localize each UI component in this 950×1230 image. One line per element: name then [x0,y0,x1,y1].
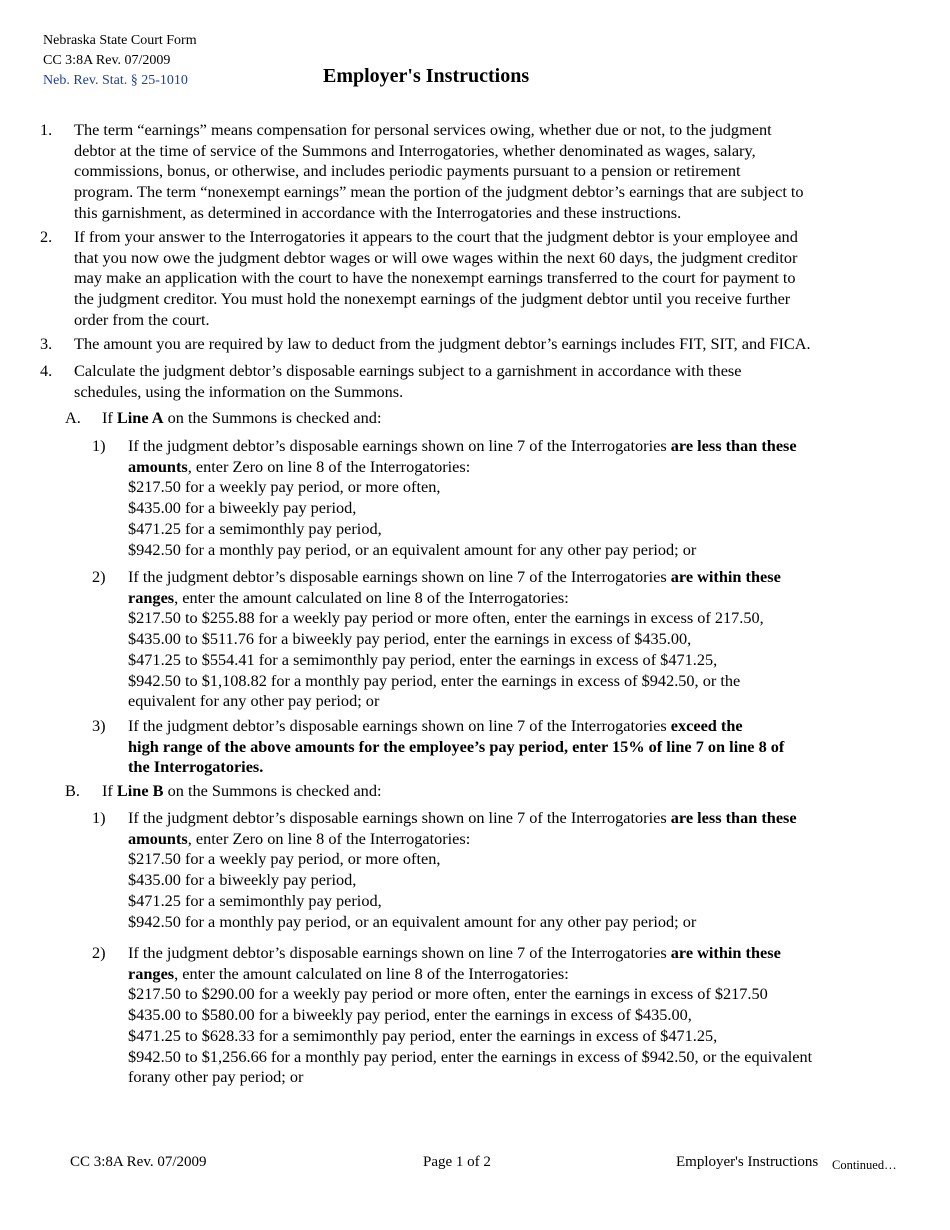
item-line: debtor at the time of service of the Summons and Interrogatories, whether denominated as wages, salary, [74,140,756,160]
schedule-row: $435.00 to $511.76 for a biweekly pay period, enter the earnings in excess of $435.00, [128,629,692,649]
item-line: schedules, using the information on the Summons. [74,381,404,401]
instruction-item-2 [40,227,910,331]
text: on the Summons is checked and: [163,781,382,800]
item-line: The amount you are required by law to deduct from the judgment debtor’s earnings includes FIT, SIT, and FICA. [74,334,811,353]
sub-label: 2) [92,567,106,586]
text: If the judgment debtor’s disposable earnings shown on line 7 of the Interrogatories [128,808,671,827]
schedule-row: $217.50 to $255.88 for a weekly pay period or more often, enter the earnings in excess of 217.50, [128,608,764,628]
bold-text: are within these [670,943,781,962]
schedule-row: forany other pay period; or [128,1067,304,1087]
schedule-row: $471.25 for a semimonthly pay period, [128,890,382,910]
footer-continued: Continued… [832,1158,897,1172]
sub-label: 1) [92,436,106,455]
bold-text: ranges [128,963,175,983]
item-line: this garnishment, as determined in accordance with the Interrogatories and these instructions. [74,202,682,222]
form-name: Nebraska State Court Form [43,33,197,48]
schedule-row: $471.25 to $628.33 for a semimonthly pay period, enter the earnings in excess of $471.25, [128,1025,718,1045]
item-line: commissions, bonus, or otherwise, and includes periodic payments pursuant to a pension or retirement [74,161,741,181]
page-title: Employer's Instructions [323,65,530,87]
item-line: may make an application with the court to have the nonexempt earnings transferred to the court for payment to [74,268,796,288]
item-line: the judgment creditor. You must hold the nonexempt earnings of the judgment debtor until you receive further [74,289,791,309]
text: , enter the amount calculated on line 8 of the Interrogatories: [174,587,569,607]
schedule-row: $435.00 for a biweekly pay period, [128,870,357,890]
schedule-row: equivalent for any other pay period; or [128,691,380,711]
section-label: A. [65,408,81,427]
schedule-row: $435.00 to $580.00 for a biweekly pay period, enter the earnings in excess of $435.00, [128,1005,692,1025]
instruction-item-4 [40,361,910,402]
footer-form-number: CC 3:8A Rev. 07/2009 [70,1154,207,1170]
item-line: If from your answer to the Interrogatories it appears to the court that the judgment debtor is your employee and [74,227,798,246]
schedule-row: $471.25 for a semimonthly pay period, [128,518,382,538]
sub-label: 1) [92,808,106,827]
schedule-row: $435.00 for a biweekly pay period, [128,498,357,518]
text: If the judgment debtor’s disposable earnings shown on line 7 of the Interrogatories [128,436,671,455]
line-b-label: Line B [116,781,164,800]
bold-text: the Interrogatories. [128,757,264,777]
text: If [102,781,117,800]
item-number: 3. [40,334,53,353]
text: If the judgment debtor’s disposable earnings shown on line 7 of the Interrogatories [128,943,671,962]
text: If [102,408,117,427]
item-number: 2. [40,227,53,246]
schedule-row: $471.25 to $554.41 for a semimonthly pay period, enter the earnings in excess of $471.25, [128,649,718,669]
form-number: CC 3:8A Rev. 07/2009 [43,53,171,68]
bold-text: amounts [128,456,188,476]
item-number: 4. [40,361,53,380]
bold-text: high range of the above amounts for the employee’s pay period, enter 15% of line 7 on line 8 of [128,736,785,756]
bold-text: amounts [128,828,188,848]
text: , enter Zero on line 8 of the Interrogatories: [187,828,471,848]
item-line: that you now owe the judgment debtor wages or will owe wages within the next 60 days, the judgment creditor [74,247,798,267]
text: , enter Zero on line 8 of the Interrogatories: [187,456,471,476]
schedule-row: $942.50 to $1,256.66 for a monthly pay period, enter the earnings in excess of $942.50, or the equivalent [128,1046,813,1066]
item-line: program. The term “nonexempt earnings” mean the portion of the judgment debtor’s earnings that are subject to [74,182,804,202]
bold-text: ranges [128,587,175,607]
item-number: 1. [40,120,53,139]
schedule-row: $217.50 for a weekly pay period, or more often, [128,477,441,497]
text: on the Summons is checked and: [163,408,382,427]
instruction-item-3 [40,334,910,355]
schedule-row: $942.50 for a monthly pay period, or an equivalent amount for any other pay period; or [128,539,697,559]
item-line: The term “earnings” means compensation for personal services owing, whether due or not, to the judgment [74,120,772,139]
form-header [43,31,197,91]
schedule-row: $942.50 to $1,108.82 for a monthly pay period, enter the earnings in excess of $942.50, or the [128,670,741,690]
bold-text: are less than these [670,808,797,827]
footer-page-number: Page 1 of 2 [423,1154,491,1170]
item-line: order from the court. [74,309,210,329]
text: , enter the amount calculated on line 8 of the Interrogatories: [174,963,569,983]
bold-text: are within these [670,567,781,586]
footer-doc-title: Employer's Instructions [676,1154,819,1170]
bold-text: exceed the [670,716,743,735]
statute-reference: Neb. Rev. Stat. § 25-1010 [43,73,188,88]
item-line: Calculate the judgment debtor’s disposable earnings subject to a garnishment in accordance with these [74,361,742,380]
text: If the judgment debtor’s disposable earnings shown on line 7 of the Interrogatories [128,716,671,735]
section-label: B. [65,781,80,800]
schedule-row: $217.50 for a weekly pay period, or more often, [128,849,441,869]
schedule-row: $217.50 to $290.00 for a weekly pay period or more often, enter the earnings in excess of $217.50 [128,984,768,1004]
sub-label: 3) [92,716,106,735]
instruction-item-1 [40,120,910,224]
schedule-row: $942.50 for a monthly pay period, or an equivalent amount for any other pay period; or [128,911,697,931]
bold-text: are less than these [670,436,797,455]
text: If the judgment debtor’s disposable earnings shown on line 7 of the Interrogatories [128,567,671,586]
sub-label: 2) [92,943,106,962]
line-a-label: Line A [116,408,164,427]
